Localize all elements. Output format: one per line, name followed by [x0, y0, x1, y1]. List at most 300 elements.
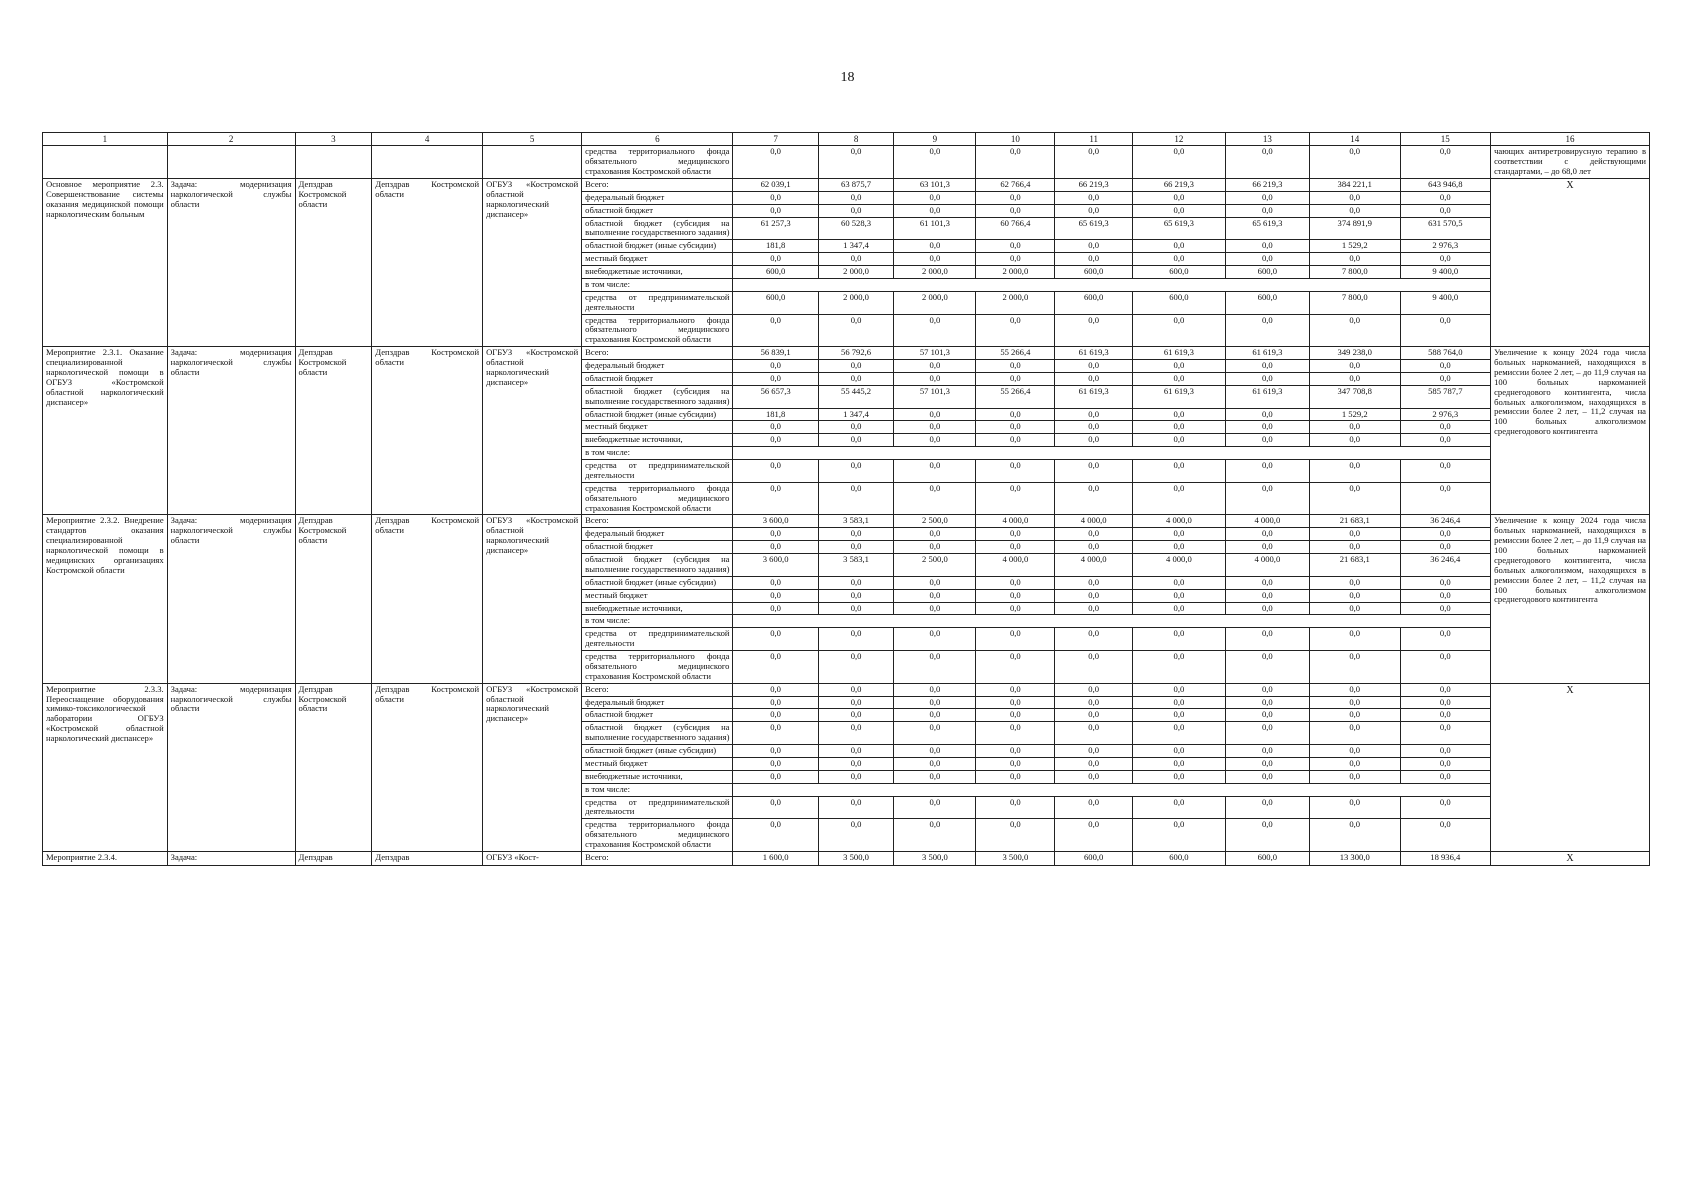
- amount-cell: 0,0: [894, 541, 976, 554]
- amount-cell: 0,0: [1133, 796, 1226, 819]
- amount-cell: 0,0: [1225, 360, 1309, 373]
- funding-source-cell: федеральный бюджет: [582, 360, 733, 373]
- funding-source-cell: местный бюджет: [582, 589, 733, 602]
- amount-cell: 1 347,4: [818, 408, 894, 421]
- amount-cell: 0,0: [1400, 745, 1491, 758]
- amount-cell: 0,0: [818, 709, 894, 722]
- amount-cell: 0,0: [1400, 589, 1491, 602]
- amount-cell: 4 000,0: [1133, 554, 1226, 577]
- amount-cell: 600,0: [1133, 266, 1226, 279]
- amount-cell: 0,0: [1055, 253, 1133, 266]
- amount-cell: 36 246,4: [1400, 554, 1491, 577]
- amount-cell: 0,0: [733, 314, 818, 347]
- amount-cell: 0,0: [894, 770, 976, 783]
- amount-cell: 0,0: [818, 191, 894, 204]
- amount-cell: 66 219,3: [1225, 178, 1309, 191]
- amount-cell: 0,0: [733, 745, 818, 758]
- amount-cell: 0,0: [1400, 770, 1491, 783]
- amount-cell: 600,0: [1133, 851, 1226, 866]
- table-row: [43, 683, 1650, 696]
- amount-cell: 0,0: [1133, 757, 1226, 770]
- amount-cell: 0,0: [818, 696, 894, 709]
- amount-cell: 18 936,4: [1400, 851, 1491, 866]
- amount-cell: 0,0: [894, 589, 976, 602]
- amount-cell: 0,0: [818, 757, 894, 770]
- amount-cell: 0,0: [1055, 683, 1133, 696]
- amount-cell: 0,0: [1225, 314, 1309, 347]
- amount-cell: 0,0: [1225, 696, 1309, 709]
- amount-cell: 0,0: [818, 819, 894, 852]
- amount-cell: 0,0: [976, 240, 1055, 253]
- amount-cell: 0,0: [976, 819, 1055, 852]
- participant-cell: ОГБУЗ «Кост-: [483, 851, 582, 866]
- amount-cell: 0,0: [976, 628, 1055, 651]
- amount-cell: 61 619,3: [1055, 347, 1133, 360]
- amount-cell: 0,0: [1309, 434, 1400, 447]
- amount-cell: 7 800,0: [1309, 266, 1400, 279]
- amount-cell: 0,0: [976, 314, 1055, 347]
- amount-cell: 0,0: [1133, 528, 1226, 541]
- amount-cell: 600,0: [1055, 851, 1133, 866]
- amount-cell: 0,0: [976, 770, 1055, 783]
- amount-cell: 2 000,0: [818, 266, 894, 279]
- amount-cell: 0,0: [894, 408, 976, 421]
- amount-cell: 0,0: [1055, 360, 1133, 373]
- amount-cell: 0,0: [1225, 146, 1309, 179]
- amount-cell: 7 800,0: [1309, 291, 1400, 314]
- amount-cell: 0,0: [1055, 696, 1133, 709]
- amount-cell: 0,0: [1225, 819, 1309, 852]
- amount-cell: 0,0: [1055, 372, 1133, 385]
- amount-cell: 0,0: [1400, 541, 1491, 554]
- amount-cell: 0,0: [894, 651, 976, 684]
- amount-cell: 0,0: [976, 528, 1055, 541]
- amount-cell: 0,0: [818, 146, 894, 179]
- empty-cell: [372, 146, 483, 179]
- amount-cell: 66 219,3: [1055, 178, 1133, 191]
- amount-cell: 0,0: [1133, 576, 1226, 589]
- funding-source-cell: Всего:: [582, 347, 733, 360]
- amount-cell: 0,0: [1055, 757, 1133, 770]
- amount-cell: 56 839,1: [733, 347, 818, 360]
- column-number-row: [43, 133, 1650, 146]
- amount-cell: 347 708,8: [1309, 385, 1400, 408]
- amount-cell: 1 600,0: [733, 851, 818, 866]
- funding-source-cell: Всего:: [582, 851, 733, 866]
- amount-cell: 0,0: [1133, 819, 1226, 852]
- funding-source-cell: средства от предпринимательской деятельности: [582, 460, 733, 483]
- amount-cell: 0,0: [733, 421, 818, 434]
- funding-source-cell: областной бюджет (субсидия на выполнение государственного задания): [582, 385, 733, 408]
- amount-cell: 600,0: [1225, 851, 1309, 866]
- amount-cell: 55 266,4: [976, 347, 1055, 360]
- funding-source-cell: средства территориального фонда обязательного медицинского страхования Костромской области: [582, 314, 733, 347]
- amount-cell: 0,0: [733, 253, 818, 266]
- result-cell: чающих антиретровирусную терапию в соответствии с действующими стандартами, – до 68,0 лет: [1491, 146, 1650, 179]
- amount-cell: 0,0: [733, 434, 818, 447]
- amount-cell: 61 619,3: [1055, 385, 1133, 408]
- amount-cell: 0,0: [894, 253, 976, 266]
- amount-cell: 66 219,3: [1133, 178, 1226, 191]
- funding-source-cell: внебюджетные источники,: [582, 770, 733, 783]
- participant-cell: ОГБУЗ «Костромской областной наркологический диспансер»: [483, 347, 582, 515]
- amount-cell: 0,0: [733, 541, 818, 554]
- funding-source-cell: областной бюджет (иные субсидии): [582, 745, 733, 758]
- funding-source-cell: федеральный бюджет: [582, 528, 733, 541]
- amount-cell: 0,0: [1133, 628, 1226, 651]
- expected-result-cell: X: [1491, 851, 1650, 866]
- funding-source-cell: областной бюджет (иные субсидии): [582, 576, 733, 589]
- amount-cell: 0,0: [1055, 460, 1133, 483]
- amount-cell: 0,0: [733, 460, 818, 483]
- table-row: [43, 178, 1650, 191]
- amount-cell: 0,0: [818, 722, 894, 745]
- funding-source-cell: средства от предпринимательской деятельности: [582, 628, 733, 651]
- amount-cell: 0,0: [1225, 541, 1309, 554]
- amount-cell: 0,0: [1400, 146, 1491, 179]
- amount-cell: 0,0: [1133, 683, 1226, 696]
- coexecutor-cell: Депздрав Костромской области: [372, 683, 483, 851]
- participant-cell: ОГБУЗ «Костромской областной наркологический диспансер»: [483, 683, 582, 851]
- amount-cell: 0,0: [1133, 240, 1226, 253]
- amount-cell: 0,0: [1133, 191, 1226, 204]
- task-cell: Задача: модернизация наркологической службы области: [167, 178, 295, 346]
- amount-cell: 0,0: [976, 421, 1055, 434]
- task-cell: Задача:: [167, 851, 295, 866]
- amount-cell: 0,0: [1400, 696, 1491, 709]
- amount-cell: 0,0: [976, 460, 1055, 483]
- amount-cell: 0,0: [894, 696, 976, 709]
- amount-cell: 0,0: [1133, 460, 1226, 483]
- amount-cell: 0,0: [894, 204, 976, 217]
- amount-cell: 3 500,0: [976, 851, 1055, 866]
- empty-amount-cells: [733, 615, 1491, 628]
- amount-cell: 0,0: [818, 528, 894, 541]
- amount-cell: 0,0: [1225, 482, 1309, 515]
- amount-cell: 2 500,0: [894, 554, 976, 577]
- amount-cell: 0,0: [976, 191, 1055, 204]
- amount-cell: 0,0: [1309, 589, 1400, 602]
- amount-cell: 4 000,0: [1225, 515, 1309, 528]
- funding-source-cell: средства от предпринимательской деятельности: [582, 291, 733, 314]
- amount-cell: 0,0: [1309, 360, 1400, 373]
- funding-source-cell: местный бюджет: [582, 421, 733, 434]
- amount-cell: 0,0: [1400, 204, 1491, 217]
- empty-cell: [483, 146, 582, 179]
- funding-source-cell: областной бюджет (субсидия на выполнение государственного задания): [582, 554, 733, 577]
- amount-cell: 55 445,2: [818, 385, 894, 408]
- page-number: 18: [840, 70, 855, 85]
- amount-cell: 0,0: [1309, 745, 1400, 758]
- column-number-cell: 7: [733, 133, 818, 146]
- amount-cell: 585 787,7: [1400, 385, 1491, 408]
- amount-cell: 0,0: [894, 745, 976, 758]
- amount-cell: 0,0: [1400, 709, 1491, 722]
- financing-table-wrapper: [42, 132, 1650, 866]
- amount-cell: 0,0: [1309, 421, 1400, 434]
- amount-cell: 0,0: [1055, 709, 1133, 722]
- amount-cell: 9 400,0: [1400, 291, 1491, 314]
- amount-cell: 0,0: [1400, 796, 1491, 819]
- amount-cell: 0,0: [818, 482, 894, 515]
- amount-cell: 0,0: [976, 408, 1055, 421]
- table-row: [43, 347, 1650, 360]
- coexecutor-cell: Депздрав Костромской области: [372, 347, 483, 515]
- amount-cell: 4 000,0: [976, 515, 1055, 528]
- amount-cell: 0,0: [1225, 253, 1309, 266]
- amount-cell: 0,0: [1055, 421, 1133, 434]
- amount-cell: 0,0: [818, 628, 894, 651]
- amount-cell: 0,0: [733, 628, 818, 651]
- amount-cell: 0,0: [976, 683, 1055, 696]
- amount-cell: 0,0: [976, 146, 1055, 179]
- amount-cell: 0,0: [1133, 314, 1226, 347]
- amount-cell: 0,0: [1133, 770, 1226, 783]
- amount-cell: 0,0: [1225, 770, 1309, 783]
- amount-cell: 2 500,0: [894, 515, 976, 528]
- funding-source-cell: федеральный бюджет: [582, 191, 733, 204]
- amount-cell: 0,0: [818, 253, 894, 266]
- amount-cell: 0,0: [1225, 709, 1309, 722]
- table-row: [43, 146, 1650, 179]
- amount-cell: 36 246,4: [1400, 515, 1491, 528]
- amount-cell: 2 000,0: [976, 291, 1055, 314]
- amount-cell: 0,0: [1309, 757, 1400, 770]
- amount-cell: 0,0: [976, 434, 1055, 447]
- column-number-cell: 11: [1055, 133, 1133, 146]
- amount-cell: 0,0: [1055, 602, 1133, 615]
- participant-cell: ОГБУЗ «Костромской областной наркологический диспансер»: [483, 515, 582, 683]
- amount-cell: 0,0: [1309, 191, 1400, 204]
- amount-cell: 0,0: [818, 314, 894, 347]
- amount-cell: 0,0: [1225, 628, 1309, 651]
- column-number-cell: 1: [43, 133, 168, 146]
- amount-cell: 0,0: [733, 372, 818, 385]
- amount-cell: 0,0: [733, 146, 818, 179]
- funding-source-cell: в том числе:: [582, 783, 733, 796]
- amount-cell: 0,0: [894, 421, 976, 434]
- amount-cell: 0,0: [1309, 528, 1400, 541]
- funding-source-cell: областной бюджет (субсидия на выполнение государственного задания): [582, 217, 733, 240]
- amount-cell: 0,0: [818, 460, 894, 483]
- table-row: [43, 515, 1650, 528]
- executor-cell: Депздрав Костромской области: [295, 683, 372, 851]
- amount-cell: 65 619,3: [1225, 217, 1309, 240]
- amount-cell: 0,0: [1133, 146, 1226, 179]
- amount-cell: 374 891,9: [1309, 217, 1400, 240]
- amount-cell: 0,0: [1133, 696, 1226, 709]
- amount-cell: 600,0: [733, 291, 818, 314]
- amount-cell: 0,0: [894, 360, 976, 373]
- amount-cell: 0,0: [818, 204, 894, 217]
- amount-cell: 0,0: [1309, 482, 1400, 515]
- amount-cell: 0,0: [1133, 482, 1226, 515]
- amount-cell: 0,0: [1400, 460, 1491, 483]
- amount-cell: 0,0: [1225, 204, 1309, 217]
- amount-cell: 57 101,3: [894, 385, 976, 408]
- amount-cell: 0,0: [1133, 709, 1226, 722]
- amount-cell: 4 000,0: [1055, 554, 1133, 577]
- amount-cell: 0,0: [1225, 408, 1309, 421]
- amount-cell: 0,0: [1309, 541, 1400, 554]
- amount-cell: 0,0: [894, 460, 976, 483]
- column-number-cell: 15: [1400, 133, 1491, 146]
- amount-cell: 0,0: [818, 745, 894, 758]
- amount-cell: 0,0: [1055, 240, 1133, 253]
- amount-cell: 0,0: [818, 434, 894, 447]
- amount-cell: 0,0: [1133, 421, 1226, 434]
- column-number-cell: 8: [818, 133, 894, 146]
- amount-cell: 2 976,3: [1400, 240, 1491, 253]
- amount-cell: 61 619,3: [1133, 347, 1226, 360]
- amount-cell: 0,0: [733, 576, 818, 589]
- amount-cell: 0,0: [1225, 651, 1309, 684]
- amount-cell: 0,0: [733, 757, 818, 770]
- amount-cell: 0,0: [1309, 253, 1400, 266]
- amount-cell: 2 000,0: [976, 266, 1055, 279]
- amount-cell: 0,0: [1309, 204, 1400, 217]
- amount-cell: 4 000,0: [976, 554, 1055, 577]
- funding-source-cell: местный бюджет: [582, 253, 733, 266]
- amount-cell: 0,0: [1400, 602, 1491, 615]
- amount-cell: 0,0: [818, 796, 894, 819]
- amount-cell: 0,0: [894, 434, 976, 447]
- amount-cell: 0,0: [1055, 528, 1133, 541]
- amount-cell: 600,0: [1055, 291, 1133, 314]
- amount-cell: 0,0: [1133, 745, 1226, 758]
- expected-result-cell: Увеличение к концу 2024 года числа больных наркоманией, находящихся в ремиссии более 2 лет, – до 11,9 случая на 100 больных наркоманией среднегодового контингента, числа больных алкоголизмом, находящихся в ремиссии более 2 лет, – 11,2 случая на 100 больных алкоголизмом среднегодового контингента: [1491, 347, 1650, 515]
- amount-cell: 588 764,0: [1400, 347, 1491, 360]
- amount-cell: 600,0: [733, 266, 818, 279]
- amount-cell: 0,0: [894, 796, 976, 819]
- amount-cell: 0,0: [1225, 722, 1309, 745]
- amount-cell: 3 583,1: [818, 554, 894, 577]
- amount-cell: 0,0: [1055, 651, 1133, 684]
- coexecutor-cell: Депздрав: [372, 851, 483, 866]
- funding-source-cell: Всего:: [582, 683, 733, 696]
- amount-cell: 0,0: [1055, 541, 1133, 554]
- amount-cell: 0,0: [1309, 709, 1400, 722]
- amount-cell: 13 300,0: [1309, 851, 1400, 866]
- amount-cell: 0,0: [1225, 460, 1309, 483]
- amount-cell: 0,0: [818, 360, 894, 373]
- column-number-cell: 3: [295, 133, 372, 146]
- column-number-cell: 12: [1133, 133, 1226, 146]
- funding-source-cell: федеральный бюджет: [582, 696, 733, 709]
- column-number-cell: 6: [582, 133, 733, 146]
- amount-cell: 0,0: [818, 651, 894, 684]
- amount-cell: 3 583,1: [818, 515, 894, 528]
- column-number-cell: 13: [1225, 133, 1309, 146]
- amount-cell: 0,0: [1133, 372, 1226, 385]
- amount-cell: 0,0: [1400, 819, 1491, 852]
- amount-cell: 0,0: [733, 770, 818, 783]
- amount-cell: 0,0: [1225, 602, 1309, 615]
- amount-cell: 0,0: [1133, 541, 1226, 554]
- column-number-cell: 14: [1309, 133, 1400, 146]
- amount-cell: 0,0: [733, 191, 818, 204]
- measure-name-cell: Основное мероприятие 2.3. Совершенствование системы оказания медицинской помощи наркологическим больным: [43, 178, 168, 346]
- amount-cell: 0,0: [1133, 602, 1226, 615]
- column-number-cell: 4: [372, 133, 483, 146]
- expected-result-cell: Увеличение к концу 2024 года числа больных наркоманией, находящихся в ремиссии более 2 лет, – до 11,9 случая на 100 больных наркоманией среднегодового контингента, числа больных алкоголизмом, находящихся в ремиссии более 2 лет, – 11,2 случая на 100 больных алкоголизмом среднегодового контингента: [1491, 515, 1650, 683]
- amount-cell: 2 000,0: [894, 291, 976, 314]
- amount-cell: 0,0: [894, 372, 976, 385]
- task-cell: Задача: модернизация наркологической службы области: [167, 515, 295, 683]
- amount-cell: 61 101,3: [894, 217, 976, 240]
- measure-name-cell: Мероприятие 2.3.1. Оказание специализированной наркологической помощи в ОГБУЗ «Костромской областной наркологический диспансер»: [43, 347, 168, 515]
- amount-cell: 0,0: [894, 683, 976, 696]
- amount-cell: 0,0: [1133, 722, 1226, 745]
- amount-cell: 65 619,3: [1133, 217, 1226, 240]
- amount-cell: 0,0: [1225, 191, 1309, 204]
- amount-cell: 0,0: [818, 683, 894, 696]
- amount-cell: 0,0: [1225, 421, 1309, 434]
- amount-cell: 0,0: [1133, 360, 1226, 373]
- funding-source-cell: внебюджетные источники,: [582, 602, 733, 615]
- amount-cell: 631 570,5: [1400, 217, 1491, 240]
- amount-cell: 0,0: [1055, 434, 1133, 447]
- expected-result-cell: X: [1491, 683, 1650, 851]
- amount-cell: 0,0: [1055, 482, 1133, 515]
- column-number-cell: 2: [167, 133, 295, 146]
- amount-cell: 0,0: [976, 696, 1055, 709]
- amount-cell: 62 039,1: [733, 178, 818, 191]
- measure-name-cell: Мероприятие 2.3.2. Внедрение стандартов оказания специализированной наркологической помощи в медицинских организациях Костромской области: [43, 515, 168, 683]
- executor-cell: Депздрав Костромской области: [295, 515, 372, 683]
- amount-cell: 0,0: [1309, 314, 1400, 347]
- amount-cell: 0,0: [1309, 819, 1400, 852]
- amount-cell: 0,0: [1055, 589, 1133, 602]
- funding-source-cell: в том числе:: [582, 278, 733, 291]
- amount-cell: 0,0: [894, 482, 976, 515]
- empty-amount-cells: [733, 447, 1491, 460]
- amount-cell: 0,0: [733, 204, 818, 217]
- amount-cell: 0,0: [894, 314, 976, 347]
- amount-cell: 0,0: [894, 146, 976, 179]
- amount-cell: 0,0: [976, 204, 1055, 217]
- funding-source-cell: областной бюджет: [582, 204, 733, 217]
- funding-source-cell: средства территориального фонда обязательного медицинского страхования Костромской области: [582, 482, 733, 515]
- amount-cell: 0,0: [1400, 482, 1491, 515]
- funding-source-cell: Всего:: [582, 178, 733, 191]
- amount-cell: 0,0: [818, 421, 894, 434]
- amount-cell: 0,0: [733, 696, 818, 709]
- amount-cell: 0,0: [1400, 628, 1491, 651]
- amount-cell: 0,0: [1400, 314, 1491, 347]
- amount-cell: 3 500,0: [818, 851, 894, 866]
- funding-source-cell: средства от предпринимательской деятельности: [582, 796, 733, 819]
- amount-cell: 3 600,0: [733, 515, 818, 528]
- amount-cell: 0,0: [818, 770, 894, 783]
- amount-cell: 2 000,0: [818, 291, 894, 314]
- amount-cell: 0,0: [894, 819, 976, 852]
- funding-source-cell: в том числе:: [582, 615, 733, 628]
- amount-cell: 0,0: [976, 541, 1055, 554]
- amount-cell: 0,0: [1309, 722, 1400, 745]
- amount-cell: 0,0: [733, 796, 818, 819]
- funding-source-cell: внебюджетные источники,: [582, 266, 733, 279]
- amount-cell: 63 875,7: [818, 178, 894, 191]
- funding-source-cell: средства территориального фонда обязательного медицинского страхования Костромской области: [582, 819, 733, 852]
- expected-result-cell: X: [1491, 178, 1650, 346]
- measure-name-cell: Мероприятие 2.3.4.: [43, 851, 168, 866]
- amount-cell: 0,0: [733, 651, 818, 684]
- amount-cell: 0,0: [976, 745, 1055, 758]
- amount-cell: 0,0: [894, 240, 976, 253]
- amount-cell: 21 683,1: [1309, 515, 1400, 528]
- amount-cell: 55 266,4: [976, 385, 1055, 408]
